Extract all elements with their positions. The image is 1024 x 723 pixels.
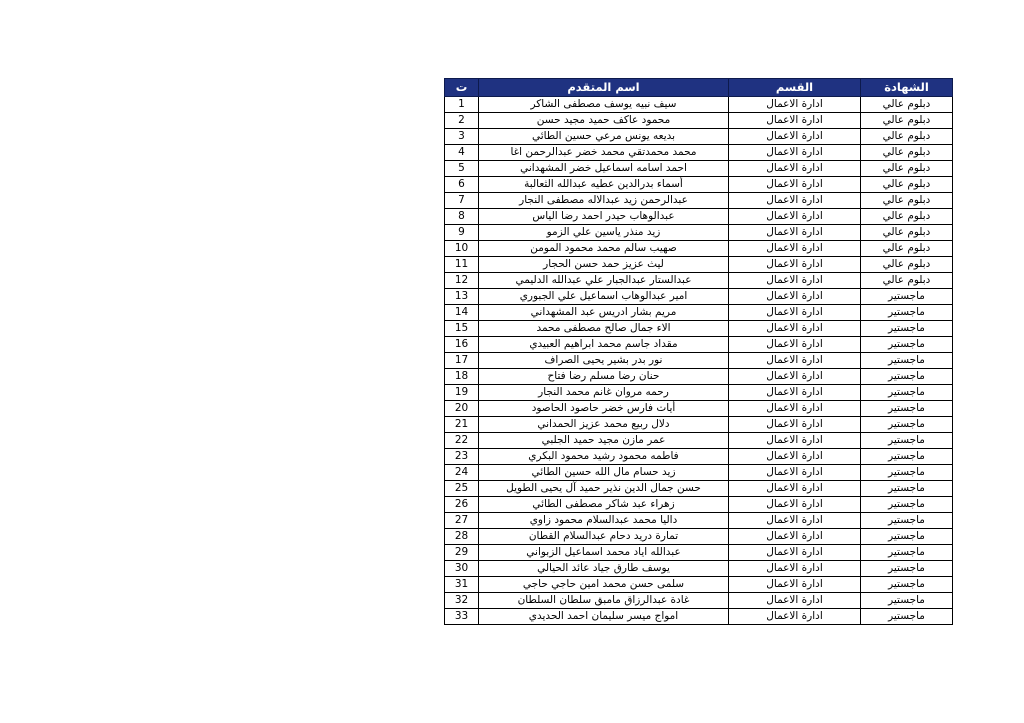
table-row xyxy=(445,321,953,337)
table-row xyxy=(445,209,953,225)
cell-index: 11 xyxy=(445,257,479,273)
cell-department: ادارة الاعمال xyxy=(729,593,861,609)
cell-department: ادارة الاعمال xyxy=(729,337,861,353)
cell-index: 19 xyxy=(445,385,479,401)
cell-applicant-name: امير عبدالوهاب اسماعيل علي الجبوري xyxy=(479,289,729,305)
applicants-table xyxy=(444,78,953,625)
cell-applicant-name: غادة عبدالرزاق مامبق سلطان السلطان xyxy=(479,593,729,609)
table-header xyxy=(445,79,953,97)
cell-index: 14 xyxy=(445,305,479,321)
cell-certificate: ماجستير xyxy=(861,497,953,513)
cell-index: 25 xyxy=(445,481,479,497)
cell-department: ادارة الاعمال xyxy=(729,129,861,145)
cell-department: ادارة الاعمال xyxy=(729,273,861,289)
cell-department: ادارة الاعمال xyxy=(729,161,861,177)
table-row xyxy=(445,385,953,401)
table-row xyxy=(445,97,953,113)
table-row xyxy=(445,465,953,481)
cell-applicant-name: عبدالرحمن زيد عبدالاله مصطفى النجار xyxy=(479,193,729,209)
cell-applicant-name: يوسف طارق جياد عائد الحيالي xyxy=(479,561,729,577)
cell-department: ادارة الاعمال xyxy=(729,577,861,593)
table-row xyxy=(445,145,953,161)
cell-index: 29 xyxy=(445,545,479,561)
cell-certificate: ماجستير xyxy=(861,481,953,497)
cell-department: ادارة الاعمال xyxy=(729,449,861,465)
cell-certificate: ماجستير xyxy=(861,321,953,337)
cell-applicant-name: صهيب سالم محمد محمود المومن xyxy=(479,241,729,257)
table-row xyxy=(445,545,953,561)
cell-certificate: دبلوم عالي xyxy=(861,177,953,193)
cell-index: 30 xyxy=(445,561,479,577)
cell-index: 15 xyxy=(445,321,479,337)
cell-certificate: دبلوم عالي xyxy=(861,97,953,113)
cell-applicant-name: زهراء عبد شاكر مصطفى الطائي xyxy=(479,497,729,513)
cell-index: 10 xyxy=(445,241,479,257)
cell-certificate: ماجستير xyxy=(861,401,953,417)
table-row xyxy=(445,305,953,321)
cell-applicant-name: محمد محمدتقي محمد خضر عبدالرحمن اغا xyxy=(479,145,729,161)
table-row xyxy=(445,449,953,465)
table-row xyxy=(445,193,953,209)
cell-applicant-name: سلمى حسن محمد امين حاجي حاجي xyxy=(479,577,729,593)
cell-applicant-name: سيف نبيه يوسف مصطفى الشاكر xyxy=(479,97,729,113)
cell-index: 8 xyxy=(445,209,479,225)
table-row xyxy=(445,609,953,625)
cell-department: ادارة الاعمال xyxy=(729,417,861,433)
cell-applicant-name: زيد منذر ياسين علي الزمو xyxy=(479,225,729,241)
cell-certificate: دبلوم عالي xyxy=(861,225,953,241)
cell-index: 12 xyxy=(445,273,479,289)
cell-certificate: دبلوم عالي xyxy=(861,257,953,273)
cell-applicant-name: مقداد جاسم محمد ابراهيم العبيدي xyxy=(479,337,729,353)
column-header-index: ت xyxy=(445,79,479,97)
cell-certificate: ماجستير xyxy=(861,337,953,353)
table-row xyxy=(445,497,953,513)
cell-certificate: ماجستير xyxy=(861,561,953,577)
cell-certificate: ماجستير xyxy=(861,385,953,401)
cell-certificate: ماجستير xyxy=(861,465,953,481)
table-row xyxy=(445,577,953,593)
cell-department: ادارة الاعمال xyxy=(729,609,861,625)
column-header-certificate: الشهادة xyxy=(861,79,953,97)
table-row xyxy=(445,529,953,545)
cell-certificate: ماجستير xyxy=(861,433,953,449)
cell-index: 33 xyxy=(445,609,479,625)
cell-applicant-name: داليا محمد عبدالسلام محمود زاوي xyxy=(479,513,729,529)
cell-certificate: دبلوم عالي xyxy=(861,113,953,129)
table-row xyxy=(445,481,953,497)
cell-certificate: ماجستير xyxy=(861,369,953,385)
cell-certificate: ماجستير xyxy=(861,529,953,545)
cell-index: 31 xyxy=(445,577,479,593)
cell-certificate: ماجستير xyxy=(861,545,953,561)
table-row xyxy=(445,225,953,241)
cell-department: ادارة الاعمال xyxy=(729,193,861,209)
cell-applicant-name: زيد حسام مال الله حسين الطائي xyxy=(479,465,729,481)
cell-certificate: دبلوم عالي xyxy=(861,129,953,145)
table-row xyxy=(445,417,953,433)
cell-certificate: ماجستير xyxy=(861,289,953,305)
table-row xyxy=(445,593,953,609)
cell-department: ادارة الاعمال xyxy=(729,433,861,449)
cell-index: 16 xyxy=(445,337,479,353)
cell-applicant-name: احمد اسامه اسماعيل خضر المشهداني xyxy=(479,161,729,177)
cell-index: 13 xyxy=(445,289,479,305)
cell-index: 9 xyxy=(445,225,479,241)
cell-applicant-name: أيات فارس خضر حاصود الحاصود xyxy=(479,401,729,417)
cell-department: ادارة الاعمال xyxy=(729,305,861,321)
cell-department: ادارة الاعمال xyxy=(729,113,861,129)
table-row xyxy=(445,289,953,305)
cell-department: ادارة الاعمال xyxy=(729,369,861,385)
cell-certificate: ماجستير xyxy=(861,353,953,369)
table-row xyxy=(445,401,953,417)
cell-department: ادارة الاعمال xyxy=(729,385,861,401)
cell-department: ادارة الاعمال xyxy=(729,145,861,161)
cell-index: 22 xyxy=(445,433,479,449)
cell-department: ادارة الاعمال xyxy=(729,209,861,225)
cell-certificate: دبلوم عالي xyxy=(861,273,953,289)
table-row xyxy=(445,129,953,145)
cell-department: ادارة الاعمال xyxy=(729,257,861,273)
table-row xyxy=(445,369,953,385)
table-row xyxy=(445,241,953,257)
cell-index: 18 xyxy=(445,369,479,385)
cell-certificate: ماجستير xyxy=(861,305,953,321)
applicants-table-container xyxy=(445,78,953,625)
cell-applicant-name: دلال ربيع محمد عزيز الحمداني xyxy=(479,417,729,433)
cell-applicant-name: نور بدر بشير يحيى الصراف xyxy=(479,353,729,369)
cell-department: ادارة الاعمال xyxy=(729,321,861,337)
cell-department: ادارة الاعمال xyxy=(729,177,861,193)
cell-department: ادارة الاعمال xyxy=(729,529,861,545)
cell-certificate: ماجستير xyxy=(861,609,953,625)
cell-certificate: ماجستير xyxy=(861,593,953,609)
cell-applicant-name: عبدالوهاب حيدر احمد رضا الياس xyxy=(479,209,729,225)
cell-applicant-name: عبدالستار عبدالجبار علي عبدالله الدليمي xyxy=(479,273,729,289)
cell-certificate: دبلوم عالي xyxy=(861,145,953,161)
table-row xyxy=(445,561,953,577)
table-header-row xyxy=(445,79,953,97)
cell-applicant-name: حنان رضا مسلم رضا فتاح xyxy=(479,369,729,385)
table-row xyxy=(445,513,953,529)
cell-index: 3 xyxy=(445,129,479,145)
cell-applicant-name: مريم بشار ادريس عبد المشهداني xyxy=(479,305,729,321)
cell-applicant-name: عبدالله اياد محمد اسماعيل الزبواني xyxy=(479,545,729,561)
table-row xyxy=(445,337,953,353)
table-row xyxy=(445,161,953,177)
cell-index: 4 xyxy=(445,145,479,161)
cell-department: ادارة الاعمال xyxy=(729,545,861,561)
cell-index: 27 xyxy=(445,513,479,529)
cell-index: 1 xyxy=(445,97,479,113)
cell-index: 23 xyxy=(445,449,479,465)
cell-applicant-name: رحمه مروان غانم محمد النجار xyxy=(479,385,729,401)
cell-index: 21 xyxy=(445,417,479,433)
cell-index: 7 xyxy=(445,193,479,209)
table-row xyxy=(445,353,953,369)
cell-applicant-name: أسماء بدرالدين عطيه عبدالله الثعالبة xyxy=(479,177,729,193)
cell-applicant-name: حسن جمال الدين نذير حميد آل يحيى الطويل xyxy=(479,481,729,497)
cell-certificate: ماجستير xyxy=(861,577,953,593)
table-row xyxy=(445,273,953,289)
cell-department: ادارة الاعمال xyxy=(729,497,861,513)
cell-index: 6 xyxy=(445,177,479,193)
cell-applicant-name: الاء جمال صالح مصطفى محمد xyxy=(479,321,729,337)
cell-applicant-name: محمود عاكف حميد مجيد حسن xyxy=(479,113,729,129)
cell-applicant-name: بديعه يونس مرعي حسين الطائي xyxy=(479,129,729,145)
table-row xyxy=(445,257,953,273)
cell-index: 26 xyxy=(445,497,479,513)
cell-department: ادارة الاعمال xyxy=(729,401,861,417)
table-body xyxy=(445,97,953,625)
cell-department: ادارة الاعمال xyxy=(729,241,861,257)
cell-index: 28 xyxy=(445,529,479,545)
cell-index: 5 xyxy=(445,161,479,177)
cell-department: ادارة الاعمال xyxy=(729,561,861,577)
cell-index: 2 xyxy=(445,113,479,129)
cell-index: 20 xyxy=(445,401,479,417)
cell-certificate: دبلوم عالي xyxy=(861,241,953,257)
cell-department: ادارة الاعمال xyxy=(729,481,861,497)
cell-index: 32 xyxy=(445,593,479,609)
cell-applicant-name: تمارة دريد دحام عبدالسلام القطان xyxy=(479,529,729,545)
cell-department: ادارة الاعمال xyxy=(729,97,861,113)
cell-index: 24 xyxy=(445,465,479,481)
cell-applicant-name: ليث عزيز حمد حسن الحجار xyxy=(479,257,729,273)
column-header-department: القسم xyxy=(729,79,861,97)
cell-certificate: ماجستير xyxy=(861,449,953,465)
cell-department: ادارة الاعمال xyxy=(729,513,861,529)
cell-department: ادارة الاعمال xyxy=(729,465,861,481)
cell-applicant-name: فاطمه محمود رشيد محمود البكري xyxy=(479,449,729,465)
table-row xyxy=(445,433,953,449)
cell-certificate: دبلوم عالي xyxy=(861,161,953,177)
table-row xyxy=(445,113,953,129)
column-header-applicant-name: اسم المتقدم xyxy=(479,79,729,97)
cell-applicant-name: امواج ميسر سليمان احمد الحديدي xyxy=(479,609,729,625)
cell-applicant-name: عمر مازن مجيد حميد الجلبي xyxy=(479,433,729,449)
cell-department: ادارة الاعمال xyxy=(729,225,861,241)
cell-department: ادارة الاعمال xyxy=(729,289,861,305)
cell-certificate: دبلوم عالي xyxy=(861,193,953,209)
table-row xyxy=(445,177,953,193)
cell-department: ادارة الاعمال xyxy=(729,353,861,369)
cell-certificate: ماجستير xyxy=(861,513,953,529)
cell-certificate: دبلوم عالي xyxy=(861,209,953,225)
cell-index: 17 xyxy=(445,353,479,369)
cell-certificate: ماجستير xyxy=(861,417,953,433)
